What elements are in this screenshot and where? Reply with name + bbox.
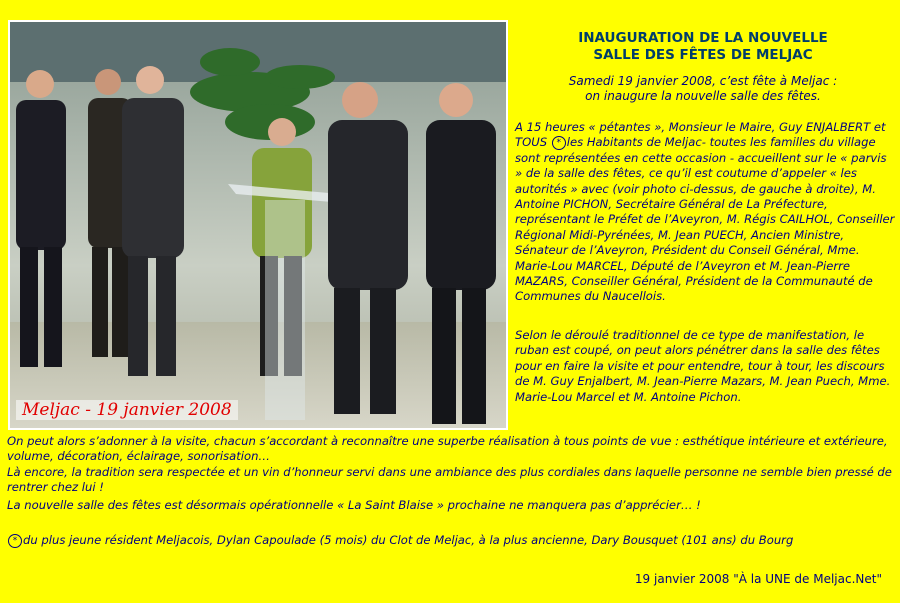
paragraph-ceremony: Selon le déroulé traditionnel de ce type de manifestation, le ruban est coupé, on peut alors pénétrer dans la salle des fêtes pour en faire la visite et pour entendre, tour à tour, les discours de M. Guy Enjalbert, M. Jean-Pierre Mazars, M. Jean Puech, Mme. Marie-Lou Marcel et M. Antoine Pichon. [515,328,891,404]
star-icon: * [8,534,22,548]
footnote-text: du plus jeune résident Meljacois, Dylan Capoulade (5 mois) du Clot de Meljac, à la plus ancienne, Dary Bousquet (101 ans) du Bourg [23,533,794,547]
title-line-1: INAUGURATION DE LA NOUVELLE [578,30,828,46]
paragraph-tradition-1: Là encore, la tradition sera respectée et un vin d’honneur servi dans une ambiance des plus cordiales dans laquelle personne ne semble bien pressé de rentrer chez lui ! [7,465,892,495]
subtitle-line-2: on inaugure la nouvelle salle des fêtes. [585,89,821,103]
article-subtitle [522,74,884,104]
photo-illustration [10,22,506,428]
subtitle-line-1: Samedi 19 janvier 2008, c’est fête à Meljac : [568,74,838,88]
footnote [7,533,897,548]
footer-credit: 19 janvier 2008 "À la UNE de Meljac.Net" [634,572,882,586]
article-title [522,30,884,64]
paragraph-tradition-2: La nouvelle salle des fêtes est désormais opérationnelle « La Saint Blaise » prochaine ne manquera pas d’apprécier… ! [7,497,701,512]
paragraph-welcome-start: A 15 heures « pétantes », Monsieur le Maire, Guy ENJALBERT et TOUS [515,120,886,150]
paragraph-visit: On peut alors s’adonner à la visite, chacun s’accordant à reconnaître une superbe réalisation à tous points de vue : esthétique intérieure et extérieure, volume, décoration, éclairage, sonorisation… [7,434,888,464]
paragraph-welcome-end: les Habitants de Meljac- toutes les familles du village sont représentées en cette occasion - accueillent sur le « parvis » de la salle des fêtes, ce qu’il est coutume d’appeler « les autorités » avec (voir photo ci-dessus, de gauche à droite), M. Antoine PICHON, Secrétaire Général de La Préfecture, représentant le Préfet de l’Aveyron, M. Régis CAILHOL, Conseiller Régional Midi-Pyrénées, M. Jean PUECH, Ancien Ministre, Sénateur de l’Aveyron, Président du Conseil Général, Mme. Marie-Lou MARCEL, Député de l’Aveyron et M. Jean-Pierre MAZARS, Conseiller Général, Président de la Communauté de Communes du Naucellois. [515,135,895,304]
photo-caption: Meljac - 19 janvier 2008 [16,400,238,420]
paragraph-tradition [7,465,897,513]
star-icon: * [552,136,566,150]
paragraph-welcome [515,120,897,305]
inauguration-photo [8,20,508,430]
title-line-2: SALLE DES FÊTES DE MELJAC [593,47,813,63]
